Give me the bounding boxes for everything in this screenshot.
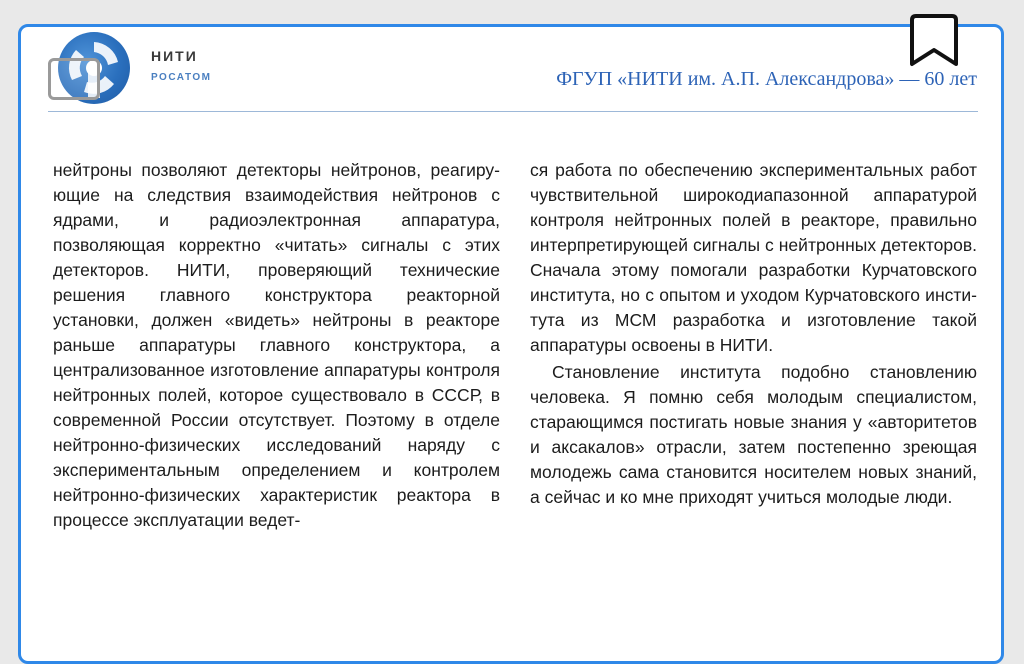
body-paragraph: Становление института подобно становлению человека. Я помню себя молодым специалистом, старающимся постигать новые знания у «авторитетов и аксакалов» отрасли, затем постепенно зреющая молодежь сама становится носителем новых знаний, а сейчас и ко мне приходят учиться молодые люди. [530, 362, 977, 507]
bookmark-icon[interactable] [908, 12, 960, 73]
body-paragraph: нейтроны позволяют детекторы нейтронов, реагирующие на следствия взаимодействия нейтронов с ядрами, и радиоэлектронная аппаратура, позволяющая корректно «читать» сигналы с этих детекторов. НИТИ, проверяющий технические решения главного конструктора реакторной установки, должен «видеть» нейтроны в реакторе раньше аппаратуры главного конструктора, а централизованное изготовление аппаратуры контроля нейтронных полей, которое существовало в СССР, в современной России отсутствует. Поэтому в отделе нейтронно-физических исследований наряду с экспериментальным определением и контролем нейтронно-физических характеристик реактора в процессе эксплуатации ведет- [53, 160, 500, 530]
brand-name: НИТИ [151, 48, 198, 64]
page-header-title: ФГУП «НИТИ им. А.П. Александрова» — 60 лет [556, 68, 977, 90]
header-divider [48, 111, 978, 112]
brand-subtitle: РОСАТОМ [151, 72, 212, 83]
text-column-left [53, 158, 500, 533]
body-paragraph: ся работа по обеспечению экспериментальных работ чувствительной широкодиапазонной аппаратурой контроля нейтронных полей в реакторе, правильно интерпретирующей сигналы с нейтронных детекторов. Сначала этому помогали разработки Курчатовского института, но с опытом и уходом Курчатовского института из МСМ разработка и изготовление такой аппаратуры освоены в НИТИ. [530, 160, 977, 355]
page-thumbnail-icon[interactable] [48, 58, 100, 100]
text-column-right [530, 158, 977, 510]
